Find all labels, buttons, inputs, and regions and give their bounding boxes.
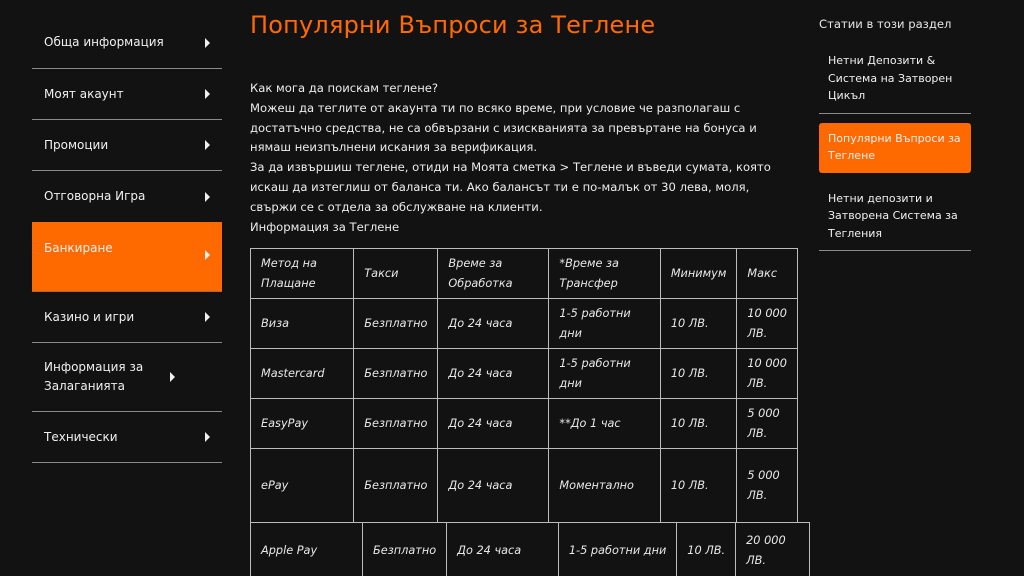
sidebar-item-betting-info[interactable] <box>32 343 222 412</box>
sidebar-item-promotions[interactable] <box>32 120 222 171</box>
chevron-right-icon <box>205 89 210 99</box>
table-cell: **До 1 час <box>549 399 660 449</box>
table-cell: 10 000 ЛВ. <box>737 349 798 399</box>
header-cell: Минимум <box>660 249 737 299</box>
section-articles-heading: Статии в този раздел <box>819 17 952 31</box>
table-cell: 1-5 работни дни <box>558 523 676 576</box>
table-row <box>251 399 798 449</box>
chevron-right-icon <box>205 312 210 322</box>
table-cell: До 24 часа <box>438 449 549 523</box>
sidebar-item-casino-games[interactable] <box>32 292 222 343</box>
chevron-right-icon <box>170 372 175 382</box>
header-cell: Време за Обработка <box>438 249 549 299</box>
chevron-right-icon <box>205 192 210 202</box>
sidebar-item-label: Информация за Залаганията <box>44 360 144 393</box>
table-cell: 10 ЛВ. <box>660 349 737 399</box>
article-body <box>250 79 790 237</box>
table-cell: 10 ЛВ. <box>660 449 737 523</box>
instructions-paragraph: За да извършиш теглене, отиди на Моята сметка > Теглене и въведи сумата, която искаш да изтеглиш от баланса ти. Ако балансът ти е по-малък от 30 лева, моля, свържи се с отдела за обслужване на клиенти. <box>250 160 771 214</box>
sidebar-item-responsible-gaming[interactable] <box>32 171 222 222</box>
withdrawal-methods-table <box>250 248 798 523</box>
table-cell: Безплатно <box>363 523 447 576</box>
chevron-right-icon <box>205 432 210 442</box>
table-cell: EasyPay <box>251 399 354 449</box>
table-cell: До 24 часа <box>438 349 549 399</box>
table-cell: До 24 часа <box>438 399 549 449</box>
table-header-row <box>251 249 798 299</box>
answer-paragraph: Можеш да теглите от акаунта ти по всяко време, при условие че разполагаш с достатъчно средства, не са обвързани с изискванията за превъртане на бонуса и нямаш неизпълнени искания за верификация. <box>250 100 757 155</box>
table-cell: 10 ЛВ. <box>660 299 737 349</box>
table-cell: Виза <box>251 299 354 349</box>
article-link-net-deposits-closed-loop[interactable]: Нетни Депозити & Система на Затворен Цикъл <box>819 44 971 114</box>
article-link-popular-withdrawal-questions[interactable]: Популярни Въпроси за Теглене <box>819 123 971 173</box>
table-cell: 1-5 работни дни <box>549 349 660 399</box>
table-cell: 5 000 ЛВ. <box>737 399 798 449</box>
header-cell: Метод на Плащане <box>251 249 354 299</box>
sidebar-item-my-account[interactable] <box>32 69 222 120</box>
table-cell: Моментално <box>549 449 660 523</box>
chevron-right-icon <box>205 250 210 260</box>
sidebar-item-label: Обща информация <box>44 35 164 49</box>
table-cell: Apple Pay <box>251 523 363 576</box>
article-link-net-deposits-closed-system[interactable]: Нетни депозити и Затворена Система за Тегления <box>819 182 971 252</box>
question-text: Как мога да поискам теглене? <box>250 81 439 95</box>
table-cell: 5 000 ЛВ. <box>737 449 798 523</box>
table-row <box>251 299 798 349</box>
sidebar-item-technical[interactable] <box>32 412 222 463</box>
sidebar-item-banking[interactable] <box>32 222 222 292</box>
sidebar-item-label: Технически <box>44 429 118 444</box>
withdrawal-methods-table-continued <box>250 522 810 576</box>
page-title: Популярни Въпроси за Теглене <box>250 11 656 39</box>
sidebar-item-label: Промоции <box>44 137 109 152</box>
table-cell: Безплатно <box>354 349 438 399</box>
table-cell: Безплатно <box>354 299 438 349</box>
table-cell: До 24 часа <box>447 523 559 576</box>
table-cell: 10 ЛВ. <box>677 523 736 576</box>
sidebar-item-label: Банкиране <box>44 241 113 255</box>
table-caption: Информация за Теглене <box>250 219 400 234</box>
header-cell: *Време за Трансфер <box>549 249 660 299</box>
sidebar-item-general-info[interactable] <box>32 17 222 69</box>
sidebar-item-label: Моят акаунт <box>44 86 124 101</box>
sidebar-item-label: Казино и игри <box>44 309 135 324</box>
table-cell: Безплатно <box>354 399 438 449</box>
table-cell: Безплатно <box>354 449 438 523</box>
category-sidebar <box>32 17 222 463</box>
table-row <box>251 523 810 576</box>
table-row <box>251 449 798 523</box>
table-cell: Mastercard <box>251 349 354 399</box>
header-cell: Такси <box>354 249 438 299</box>
table-row <box>251 349 798 399</box>
section-articles <box>819 14 971 251</box>
table-cell: 10 ЛВ. <box>660 399 737 449</box>
table-cell: 20 000 ЛВ. <box>736 523 810 576</box>
table-cell: ePay <box>251 449 354 523</box>
table-cell: До 24 часа <box>438 299 549 349</box>
chevron-right-icon <box>205 38 210 48</box>
sidebar-item-label: Отговорна Игра <box>44 189 146 203</box>
table-cell: 1-5 работни дни <box>549 299 660 349</box>
header-cell: Макс <box>737 249 798 299</box>
chevron-right-icon <box>205 140 210 150</box>
table-cell: 10 000 ЛВ. <box>737 299 798 349</box>
